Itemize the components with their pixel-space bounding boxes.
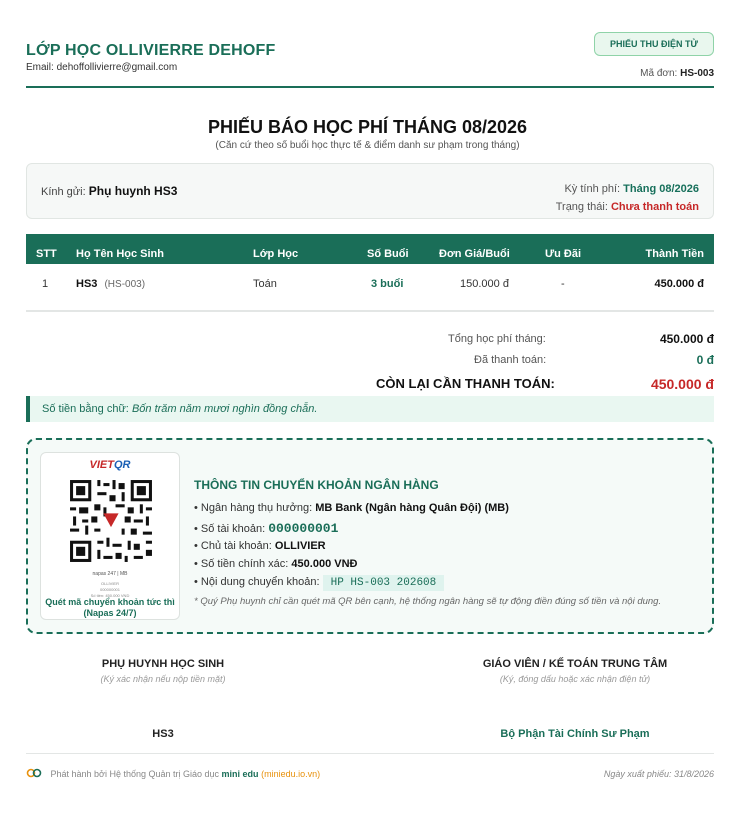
memo-line	[194, 576, 444, 589]
row-sessions: 3 buổi	[371, 278, 404, 290]
school-name: LỚP HỌC OLLIVIERRE DEHOFF	[26, 42, 276, 59]
billing-period	[564, 183, 699, 195]
col-class: Lớp Học	[253, 248, 299, 260]
vietqr-blue: QR	[113, 459, 131, 471]
qr-code-icon[interactable]	[67, 477, 155, 565]
mini-edu-logo-icon	[26, 768, 42, 778]
period-value: Tháng 08/2026	[623, 183, 699, 195]
email-label: Email:	[26, 62, 54, 73]
remaining-label: CÒN LẠI CẦN THANH TOÁN:	[376, 376, 555, 391]
parent-signature-block	[60, 658, 266, 684]
bank-note: * Quý Phụ huynh chỉ cần quét mã QR bên cạnh, hệ thống ngân hàng sẽ tự động điền đúng số tiền và nội dung.	[194, 596, 662, 607]
staff-signature-block	[460, 658, 690, 684]
recipient-info-box	[26, 163, 714, 219]
table-divider	[26, 310, 714, 312]
page-subtitle: (Căn cứ theo số buổi học thực tế & điểm danh sư phạm trong tháng)	[215, 140, 520, 151]
footer-site-link[interactable]: (miniedu.io.vn)	[261, 769, 321, 779]
e-receipt-badge: PHIẾU THU ĐIỆN TỬ	[594, 32, 714, 56]
paid-label: Đã thanh toán:	[474, 354, 547, 366]
col-unit-price: Đơn Giá/Buổi	[439, 248, 510, 260]
row-unit-price: 150.000 đ	[460, 278, 509, 290]
fee-table-header	[26, 234, 714, 264]
bank-name-value: MB Bank (Ngân hàng Quân Đội) (MB)	[315, 502, 509, 514]
col-sessions: Số Buổi	[367, 248, 409, 260]
row-student-name: HS3	[76, 278, 98, 290]
qr-small-name: OLLIVIER	[100, 581, 119, 586]
row-student	[76, 268, 145, 301]
row-class: Toán	[253, 278, 277, 290]
monthly-total-label: Tổng học phí tháng:	[448, 333, 546, 345]
words-label: Số tiền bằng chữ:	[42, 403, 129, 415]
monthly-total-value: 450.000 đ	[659, 332, 714, 346]
order-id	[640, 68, 714, 79]
footer-brand[interactable]: mini edu	[221, 769, 259, 779]
staff-name: Bộ Phận Tài Chính Sư Phạm	[500, 728, 650, 740]
holder-value: OLLIVIER	[274, 540, 326, 552]
row-discount: -	[561, 278, 565, 290]
paid-value: 0 đ	[696, 353, 714, 367]
bank-info-title: THÔNG TIN CHUYỂN KHOẢN NGÂN HÀNG	[194, 478, 439, 492]
order-value: HS-003	[680, 68, 714, 79]
memo-value[interactable]: HP HS-003 202608	[323, 575, 445, 591]
qr-caption: Quét mã chuyển khoản tức thì (Napas 24/7)	[45, 597, 175, 618]
row-total: 450.000 đ	[654, 278, 704, 290]
school-email	[26, 62, 177, 73]
holder-label: • Chủ tài khoản:	[194, 540, 272, 552]
amount-value: 450.000 VNĐ	[291, 558, 358, 570]
bank-transfer-box	[26, 438, 714, 634]
status-badge: Chưa thanh toán	[610, 201, 699, 213]
page-title: PHIẾU BÁO HỌC PHÍ THÁNG 08/2026	[207, 117, 528, 137]
row-stt: 1	[42, 278, 49, 290]
footer-issued-by: Phát hành bởi Hệ thống Quản trị Giáo dục	[50, 769, 220, 779]
account-label: • Số tài khoản:	[194, 523, 266, 535]
holder-line	[194, 540, 326, 552]
staff-signature-sub: (Ký, đóng dấu hoặc xác nhận điện tử)	[499, 674, 651, 684]
memo-label: • Nội dung chuyển khoản:	[194, 576, 320, 588]
period-label: Kỳ tính phí:	[564, 183, 621, 195]
amount-label: • Số tiền chính xác:	[194, 558, 289, 570]
parent-name: HS3	[152, 728, 174, 740]
export-date: Ngày xuất phiếu: 31/8/2026	[603, 769, 714, 779]
table-row	[26, 268, 714, 302]
row-student-code: (HS-003)	[104, 279, 146, 290]
parent-signature-sub: (Ký xác nhận nếu nộp tiền mặt)	[100, 674, 226, 684]
invoice-header	[26, 34, 714, 88]
napas-logo: napas 247 | MB	[92, 571, 128, 577]
remaining-value: 450.000 đ	[650, 376, 714, 392]
status-label: Trạng thái:	[555, 201, 608, 213]
recipient-value: Phụ huynh HS3	[88, 184, 178, 198]
words-value: Bốn trăm năm mươi nghìn đồng chẵn.	[131, 403, 318, 415]
recipient	[41, 184, 177, 198]
qr-small-acc: 000000001	[99, 587, 121, 592]
col-stt: STT	[36, 248, 57, 260]
recipient-label: Kính gửi:	[41, 186, 86, 198]
qr-card	[40, 452, 180, 620]
email-value: dehoffollivierre@gmail.com	[56, 62, 178, 73]
col-student-name: Họ Tên Học Sinh	[76, 248, 164, 260]
staff-signature-title: GIÁO VIÊN / KẾ TOÁN TRUNG TÂM	[482, 658, 668, 670]
footer-issuer	[26, 768, 320, 779]
bank-name-label: • Ngân hàng thụ hưởng:	[194, 502, 313, 514]
footer-divider	[26, 753, 714, 754]
account-value[interactable]: 000000001	[268, 521, 339, 536]
vietqr-red: VIET	[89, 459, 114, 471]
account-line	[194, 521, 338, 536]
amount-in-words	[26, 396, 714, 422]
order-label: Mã đơn:	[640, 68, 678, 79]
amount-line	[194, 558, 357, 570]
qr-small-amount: Số tiền: 450.000 VND	[90, 593, 130, 598]
bank-name-line	[194, 502, 509, 514]
vietqr-logo	[41, 459, 179, 471]
payment-status	[556, 201, 699, 213]
col-total: Thành Tiền	[645, 248, 704, 260]
parent-signature-title: PHỤ HUYNH HỌC SINH	[101, 658, 225, 670]
col-discount: Ưu Đãi	[545, 248, 582, 260]
